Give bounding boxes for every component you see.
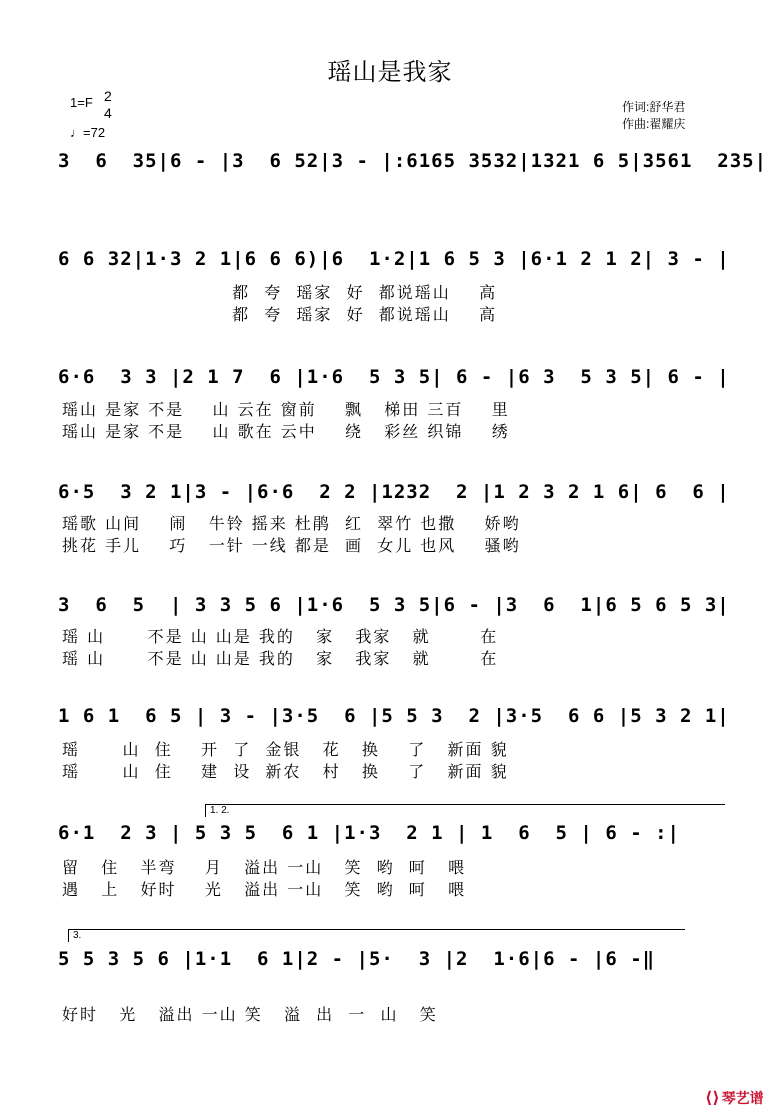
score-system-6: 1 6 1 6 5 | 3 - |3·5 6 |5 5 3 2 |3·5 6 6 |5 3 2 1| [58,705,730,727]
lyrics-verse2-system-5: 瑶 山 不是 山 山是 我的 家 我家 就 在 [62,649,499,668]
lyrics-verse1-system-2: 都 夸 瑶家 好 都说瑶山 高 [62,283,498,302]
volta-bracket-3: 3. [68,929,685,942]
score-system-7: 6·1 2 3 | 5 3 5 6 1 |1·3 2 1 | 1 6 5 | 6 - :| [58,822,680,844]
lyrics-verse1-system-4: 瑶歌 山间 闹 牛铃 摇来 杜鹃 红 翠竹 也撒 娇哟 [62,514,521,533]
time-signature [104,88,112,122]
score-system-1: 3 6 35|6 - |3 6 52|3 - |:6165 3532|1321 6 5|3561 235| [58,150,768,172]
logo-icon: ⟨⟩ [705,1088,720,1107]
key-signature: 1=F [70,95,93,110]
meter-top: 2 [104,88,112,104]
lyrics-verse1-system-8: 好时 光 溢出 一山 笑 溢 出 一 山 笑 [62,1005,438,1024]
volta-bracket-1-2: 1. 2. [205,804,725,817]
lyrics-verse2-system-2: 都 夸 瑶家 好 都说瑶山 高 [62,305,498,324]
score-system-2: 6 6 32|1·3 2 1|6 6 6)|6 1·2|1 6 5 3 |6·1 2 1 2| 3 - | [58,248,730,270]
lyrics-verse2-system-4: 挑花 手儿 巧 一针 一线 都是 画 女儿 也风 骚哟 [62,536,521,555]
score-system-3: 6·6 3 3 |2 1 7 6 |1·6 5 3 5| 6 - |6 3 5 3 5| 6 - | [58,366,730,388]
logo-text: 琴艺谱 [721,1091,764,1107]
lyrics-verse2-system-3: 瑶山 是家 不是 山 歌在 云中 绕 彩丝 织锦 绣 [62,422,510,441]
lyrics-verse2-system-7: 遇 上 好时 光 溢出 一山 笑 哟 呵 喂 [62,880,467,899]
lyrics-verse1-system-7: 留 住 半弯 月 溢出 一山 笑 哟 呵 喂 [62,858,467,877]
lyrics-verse1-system-3: 瑶山 是家 不是 山 云在 窗前 飘 梯田 三百 里 [62,400,510,419]
page-title: 瑶山是我家 [327,58,453,86]
lyricist-credit: 作词:舒华君 [622,100,686,114]
tempo-mark: ♩=72 [70,125,106,140]
lyrics-verse1-system-5: 瑶 山 不是 山 山是 我的 家 我家 就 在 [62,627,499,646]
score-system-4: 6·5 3 2 1|3 - |6·6 2 2 |1232 2 |1 2 3 2 1 6| 6 6 | [58,481,730,503]
score-system-8: 5 5 3 5 6 |1·1 6 1|2 - |5· 3 |2 1·6|6 - |6 -‖ [58,948,656,970]
lyrics-verse2-system-6: 瑶 山 住 建 设 新农 村 换 了 新面 貌 [62,762,509,781]
site-logo [705,1088,764,1108]
lyrics-verse1-system-6: 瑶 山 住 开 了 金银 花 换 了 新面 貌 [62,740,509,759]
score-system-5: 3 6 5 | 3 3 5 6 |1·6 5 3 5|6 - |3 6 1|6 5 6 5 3| [58,594,730,616]
composer-credit: 作曲:翟耀庆 [622,117,686,131]
meter-bottom: 4 [104,105,112,121]
